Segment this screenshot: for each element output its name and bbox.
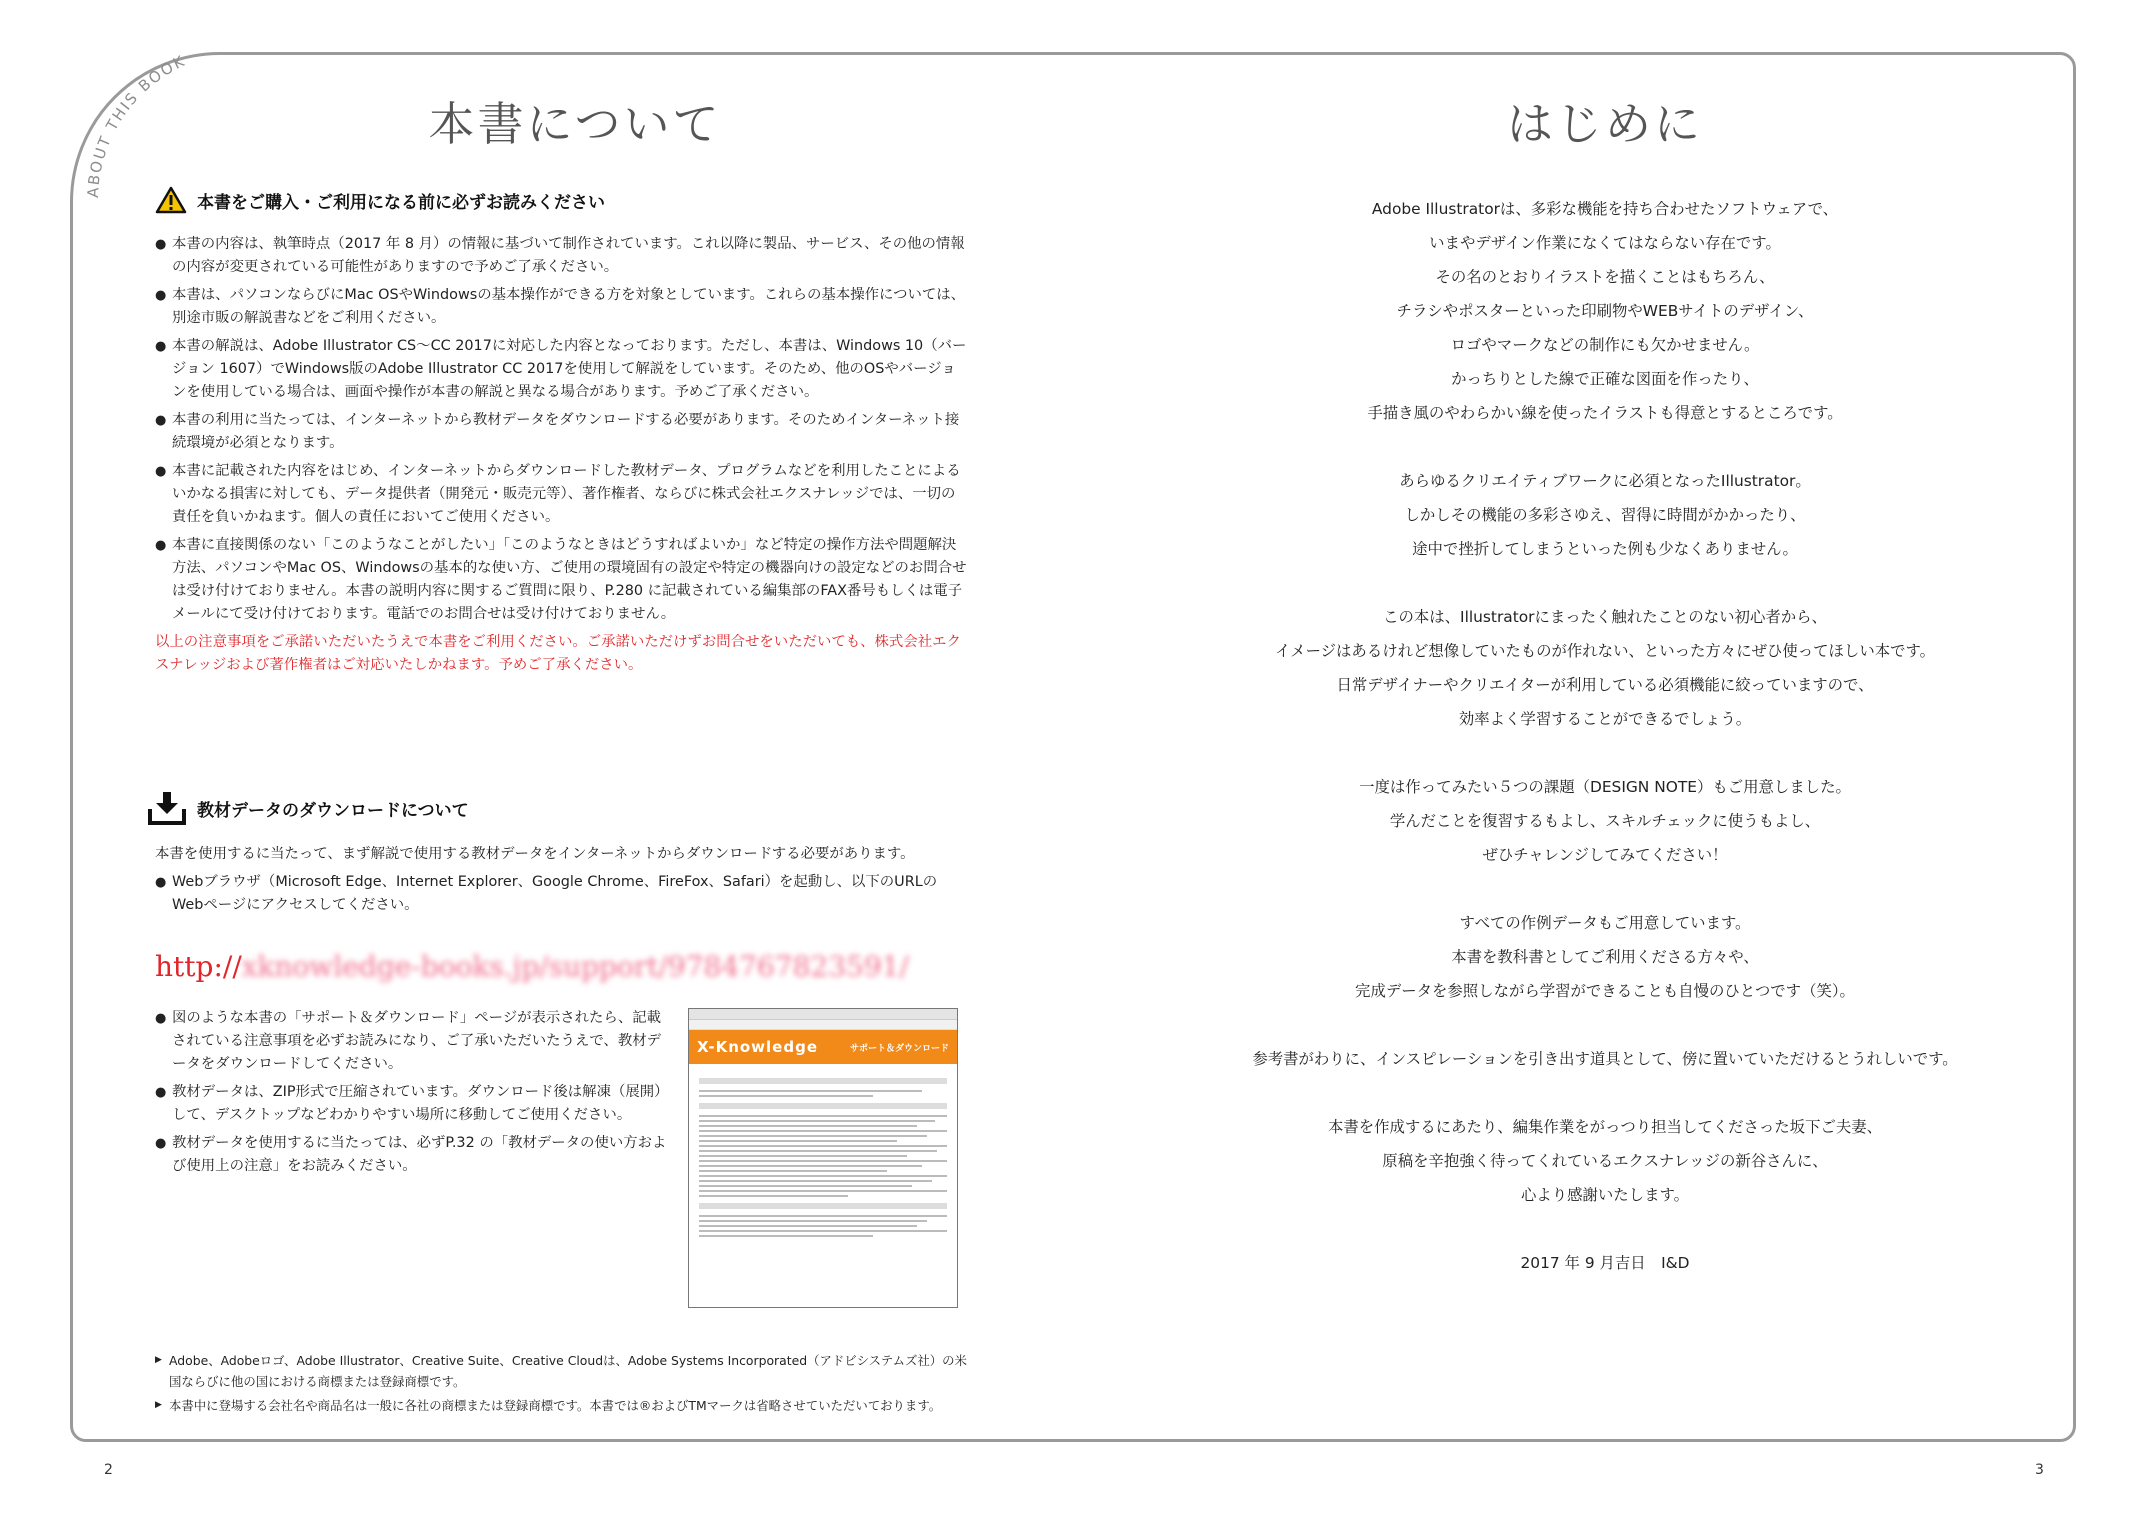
list-item: ● 本書に記載された内容をはじめ、インターネットからダウンロードした教材データ、プログラムなどを利用したことによるいかなる損害に対しても、データ提供者（開発元・販売元等）、著作権者、ならびに株式会社エクスナレッジでは、一切の責任を負いかねます。個人の責任においてご使用ください。 [155,460,967,529]
intro-line: あらゆるクリエイティブワークに必須となったIllustrator。 [1399,472,1811,490]
support-url[interactable] [155,950,909,983]
intro-line: この本は、Illustratorにまったく触れたことのない初心者から、 [1383,608,1827,626]
list-item: ● 本書に直接関係のない「このようなことがしたい」「このようなときはどうすればよいか」など特定の操作方法や問題解決方法、パソコンやMac OS、Windowsの基本的な使い方、ご使用の環境固有の設定や特定の機器向けの設定などのお問合せは受け付けておりません。本書の説明内容に関するご質問に限り、P.280 に記載されている編集部のFAX番号もしくは電子メールにて受け付けております。電話でのお問合せは受け付けておりません。 [155,534,967,626]
intro-line: チラシやポスターといった印刷物やWEBサイトのデザイン、 [1396,302,1814,320]
screenshot-banner [689,1030,957,1064]
page-number-left: 2 [104,1462,113,1478]
intro-line: しかしその機能の多彩さゆえ、習得に時間がかかったり、 [1404,506,1806,524]
intro-line: 本書を作成するにあたり、編集作業をがっつり担当してくださった坂下ご夫妻、 [1327,1118,1883,1136]
download-heading-text: 教材データのダウンロードについて [197,800,469,821]
intro-line: 学んだことを復習するもよし、スキルチェックに使うもよし、 [1389,812,1821,830]
list-item: ● 本書の内容は、執筆時点（2017 年 8 月）の情報に基づいて制作されています。これ以降に製品、サービス、その他の情報の内容が変更されている可能性がありますので予めご了承ください。 [155,233,967,279]
list-item: ● 本書の解説は、Adobe Illustrator CS～CC 2017に対応した内容となっております。ただし、本書は、Windows 10（バージョン 1607）でWindows版のAdobe Illustrator CC 2017を使用して解説をしています。そのため、他のOSやバージョンを使用している場合は、画面や操作が本書の解説と異なる場合があります。予めご了承ください。 [155,335,967,404]
url-prefix: http:// [155,950,242,983]
intro-line: 途中で挫折してしまうといった例も少なくありません。 [1412,540,1798,558]
page-title-left: 本書について [428,97,722,151]
download-icon [147,790,187,826]
intro-line: 原稿を辛抱強く待ってくれているエクスナレッジの新谷さんに、 [1382,1152,1828,1170]
warning-icon [155,186,187,214]
intro-line: 効率よく学習することができるでしょう。 [1458,710,1752,728]
page-title-right: はじめに [1507,97,1703,151]
intro-line: 日常デザイナーやクリエイターが利用している必須機能に絞っていますので、 [1336,676,1874,694]
trademark-notes [155,1350,975,1419]
intro-line: イメージはあるけれど想像していたものが作れない、といった方々にぜひ使ってほしい本です。 [1274,642,1936,660]
intro-line: ぜひチャレンジしてみてください！ [1482,846,1728,864]
intro-line: ロゴやマークなどの制作にも欠かせません。 [1450,336,1760,354]
screenshot-body [689,1064,957,1248]
download-steps [155,1007,667,1183]
intro-line: Adobe Illustratorは、多彩な機能を持ち合わせたソフトウェアで、 [1371,200,1839,218]
warning-red-note: 以上の注意事項をご承諾いただいたうえで本書をご利用ください。ご承諾いただけずお問合せをいただいても、株式会社エクスナレッジおよび著作権者はご対応いたしかねます。予めご了承ください。 [155,634,961,673]
intro-line: 心より感謝いたします。 [1520,1186,1690,1204]
warning-heading [155,186,605,214]
list-item: ● 教材データを使用するに当たっては、必ずP.32 の「教材データの使い方および使用上の注意」をお読みください。 [155,1132,667,1178]
download-heading [147,790,469,826]
screenshot-tab: サポート＆ダウンロード [849,1043,949,1054]
url-blurred: xknowledge-books.jp/support/9784767823591/ [241,950,909,983]
intro-line: 参考書がわりに、インスピレーションを引き出す道具として、傍に置いていただけるとうれしいです。 [1252,1050,1958,1068]
intro-line: 手描き風のやわらかい線を使ったイラストも得意とするところです。 [1367,404,1843,422]
list-item: ● Webブラウザ（Microsoft Edge、Internet Explorer、Google Chrome、FireFox、Safari）を起動し、以下のURLのWebページにアクセスしてください。 [155,871,967,917]
warning-list [155,233,967,677]
intro-line: いまやデザイン作業になくてはならない存在です。 [1429,234,1781,252]
signature-date: 2017 年 9 月吉日 I&D [1520,1254,1690,1272]
download-intro-block [155,843,967,922]
warning-heading-text: 本書をご購入・ご利用になる前に必ずお読みください [197,192,605,213]
introduction-text [1150,192,2060,1280]
page-number-right: 3 [2035,1462,2044,1478]
browser-addressbar [689,1020,957,1030]
intro-line: かっちりとした線で正確な図面を作ったり、 [1451,370,1759,388]
intro-line: 一度は作ってみたい５つの課題（DESIGN NOTE）もご用意しました。 [1359,778,1851,796]
intro-line: その名のとおりイラストを描くことはもちろん、 [1435,268,1775,286]
list-item: ▶ 本書中に登場する会社名や商品名は一般に各社の商標または登録商標です。本書では®およびTMマークは省略させていただいております。 [155,1395,975,1416]
list-item: ● 教材データは、ZIP形式で圧縮されています。ダウンロード後は解凍（展開）して、デスクトップなどわかりやすい場所に移動してご使用ください。 [155,1081,667,1127]
list-item: ● 図のような本書の「サポート＆ダウンロード」ページが表示されたら、記載されている注意事項を必ずお読みになり、ご了承いただいたうえで、教材データをダウンロードしてください。 [155,1007,667,1076]
list-item: ● 本書の利用に当たっては、インターネットから教材データをダウンロードする必要があります。そのためインターネット接続環境が必須となります。 [155,409,967,455]
intro-line: 本書を教科書としてご利用くださる方々や、 [1451,948,1759,966]
support-page-screenshot [688,1008,958,1308]
download-intro: 本書を使用するに当たって、まず解説で使用する教材データをインターネットからダウンロードする必要があります。 [155,846,915,862]
svg-text:ABOUT THIS BOOK: ABOUT THIS BOOK [83,51,189,199]
intro-line: すべての作例データもご用意しています。 [1459,914,1751,932]
screenshot-brand: X-Knowledge [697,1038,818,1056]
list-item: ● 本書は、パソコンならびにMac OSやWindowsの基本操作ができる方を対象としています。これらの基本操作については、別途市販の解説書などをご利用ください。 [155,284,967,330]
list-item: ▶ Adobe、Adobeロゴ、Adobe Illustrator、Creative Suite、Creative Cloudは、Adobe Systems Incorporated（アドビシステムズ社）の米国ならびに他の国における商標または登録商標です。 [155,1350,975,1392]
intro-line: 完成データを参照しながら学習ができることも自慢のひとつです（笑）。 [1355,982,1855,1000]
browser-tabbar [689,1009,957,1020]
